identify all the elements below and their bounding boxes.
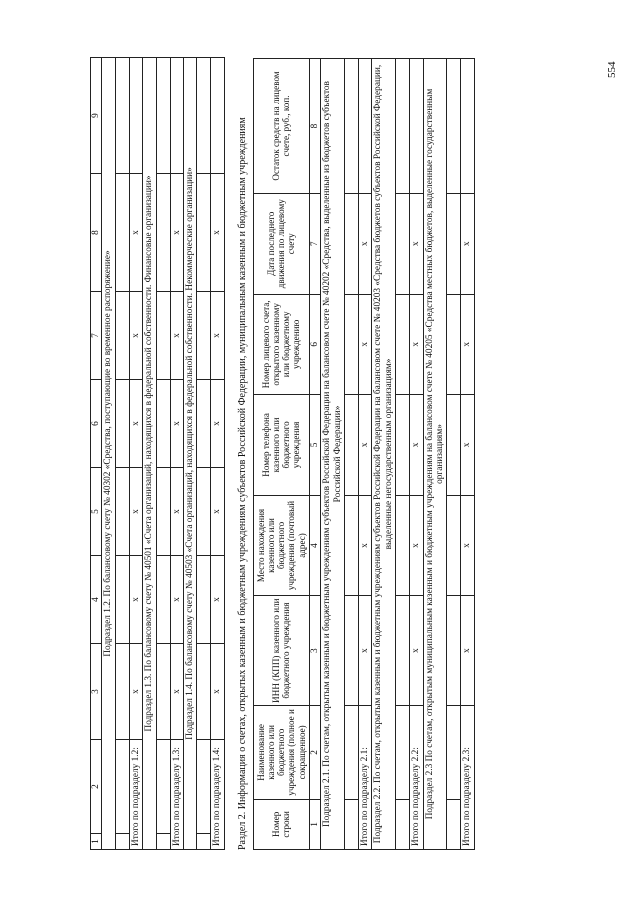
x-mark: x	[129, 556, 142, 644]
subsection-heading: Подраздел 1.4. По балансовому счету № 40503 «Счета организаций, находящихся в федеральной собственности. Некоммерческие организации»	[184, 58, 197, 850]
column-header: Дата последнего движения по лицевому счету	[253, 193, 309, 294]
subtotal-row	[170, 58, 183, 850]
continuation-table	[90, 57, 225, 850]
col-number: 7	[309, 193, 320, 294]
x-mark: x	[410, 596, 423, 706]
col-number: 1	[91, 834, 102, 850]
x-mark: x	[170, 644, 183, 740]
col-number: 5	[91, 468, 102, 556]
column-header: Наименование казенного или бюджетного учреждения (полное и сокращенное)	[253, 706, 309, 800]
subtotal-value	[410, 59, 423, 194]
subtotal-label: Итого по подразделу 2.1:	[358, 706, 371, 850]
x-mark: x	[410, 395, 423, 496]
subtotal-value	[170, 58, 183, 174]
column-header: Номер лицевого счета, открытого казенному или бюджетному учреждению	[253, 294, 309, 395]
subsection-heading: Подраздел 2.3 По счетам, открытым муниципальным казенным и бюджетным учреждениям на балансовом счете № 40205 «Средства местных бюджетов, выделенные государственным организациям»	[423, 59, 447, 850]
col-number: 4	[309, 495, 320, 596]
subtotal-label: Итого по подразделу 2.2:	[410, 706, 423, 850]
empty-row	[447, 59, 461, 850]
x-mark: x	[461, 193, 474, 294]
column-header: Остаток средств на лицевом счете, руб., коп.	[253, 59, 309, 194]
x-mark: x	[211, 556, 224, 644]
document-content	[90, 58, 560, 850]
x-mark: x	[358, 596, 371, 706]
x-mark: x	[170, 174, 183, 292]
subtotal-row	[129, 58, 142, 850]
x-mark: x	[410, 193, 423, 294]
column-number-row	[309, 59, 320, 850]
header-row	[253, 59, 309, 850]
subtotal-value	[129, 58, 142, 174]
x-mark: x	[170, 292, 183, 380]
x-mark: x	[211, 644, 224, 740]
x-mark: x	[170, 556, 183, 644]
subtotal-label: Итого по подразделу 1.3:	[170, 740, 183, 850]
x-mark: x	[211, 468, 224, 556]
col-number: 5	[309, 395, 320, 496]
subtotal-label: Итого по подразделу 1.2:	[129, 740, 142, 850]
subsection-heading-row	[143, 58, 156, 850]
col-number: 2	[91, 740, 102, 834]
subsection-heading: Подраздел 2.2. По счетам, открытым казенным и бюджетным учреждениям субъектов Российской Федерации на балансовом счете № 40203 «Средства бюджетов субъектов Российской Федерации, выделенные негосударственным организациям»	[372, 59, 396, 850]
column-header: ИНН (КПП) казенного или бюджетного учреждения	[253, 596, 309, 706]
x-mark: x	[358, 294, 371, 395]
section-2-table	[253, 58, 475, 850]
empty-row	[197, 58, 211, 850]
col-number: 3	[91, 644, 102, 740]
empty-row	[344, 59, 358, 850]
column-number-row	[91, 58, 102, 850]
col-number: 4	[91, 556, 102, 644]
subtotal-label: Итого по подразделу 2.3:	[461, 706, 474, 850]
subtotal-row	[358, 59, 371, 850]
x-mark: x	[211, 174, 224, 292]
col-number: 7	[91, 292, 102, 380]
subsection-heading: Подраздел 2.1. По счетам, открытым казенным и бюджетным учреждениям субъектов Российской Федерации на балансовом счете № 40202 «Средства, выделенные из бюджетов субъектов Российской Федерации»	[321, 59, 345, 850]
x-mark: x	[461, 596, 474, 706]
x-mark: x	[358, 395, 371, 496]
subsection-heading: Подраздел 1.2. По балансовому счету № 40302 «Средства, поступающие во временное распоряжение»	[102, 58, 115, 850]
subsection-heading-row	[102, 58, 115, 850]
subtotal-label: Итого по подразделу 1.4:	[211, 740, 224, 850]
x-mark: x	[358, 193, 371, 294]
subsection-heading-row	[321, 59, 345, 850]
col-number: 6	[91, 380, 102, 468]
x-mark: x	[410, 495, 423, 596]
empty-row	[156, 58, 170, 850]
x-mark: x	[461, 395, 474, 496]
x-mark: x	[129, 644, 142, 740]
column-header: Номер строки	[253, 799, 309, 849]
col-number: 9	[91, 58, 102, 174]
subsection-heading: Подраздел 1.3. По балансовому счету № 40501 «Счета организаций, находящихся в федеральной собственности. Финансовые организации»	[143, 58, 156, 850]
col-number: 6	[309, 294, 320, 395]
x-mark: x	[211, 380, 224, 468]
x-mark: x	[410, 294, 423, 395]
col-number: 1	[309, 799, 320, 849]
page-number: 554	[606, 61, 618, 78]
x-mark: x	[129, 380, 142, 468]
subtotal-row	[410, 59, 423, 850]
subtotal-value	[461, 59, 474, 194]
col-number: 8	[91, 174, 102, 292]
x-mark: x	[461, 294, 474, 395]
col-number: 8	[309, 59, 320, 194]
x-mark: x	[129, 174, 142, 292]
x-mark: x	[170, 468, 183, 556]
x-mark: x	[358, 495, 371, 596]
empty-row	[115, 58, 129, 850]
subsection-heading-row	[372, 59, 396, 850]
empty-row	[396, 59, 410, 850]
x-mark: x	[129, 292, 142, 380]
subsection-heading-row	[423, 59, 447, 850]
subsection-heading-row	[184, 58, 197, 850]
col-number: 2	[309, 706, 320, 800]
subtotal-value	[211, 58, 224, 174]
x-mark: x	[129, 468, 142, 556]
x-mark: x	[461, 495, 474, 596]
column-header: Место нахождения казенного или бюджетного учреждения (почтовый адрес)	[253, 495, 309, 596]
x-mark: x	[170, 380, 183, 468]
section-2-title: Раздел 2. Информация о счетах, открытых казенным и бюджетным учреждениям субъектов Российской Федерации, муниципальным казенным и бюджетным учреждениям	[236, 117, 248, 850]
x-mark: x	[211, 292, 224, 380]
subtotal-value	[358, 59, 371, 194]
column-header: Номер телефона казенного или бюджетного учреждения	[253, 395, 309, 496]
subtotal-row	[461, 59, 474, 850]
col-number: 3	[309, 596, 320, 706]
subtotal-row	[211, 58, 224, 850]
